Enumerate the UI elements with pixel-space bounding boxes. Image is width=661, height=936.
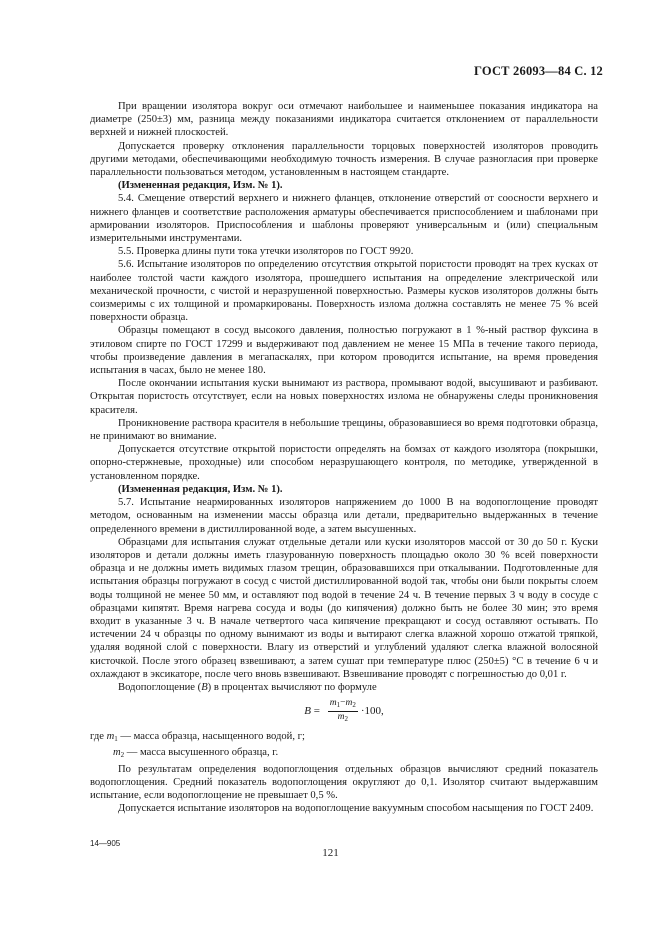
paragraphs-before-formula xyxy=(90,100,598,681)
paragraphs-after-formula xyxy=(90,763,598,816)
definition-line: где $m_1$ — масса образца, насыщенного водой, г; xyxy=(90,731,305,744)
paragraph: После окончании испытания куски вынимают из раствора, промывают водой, высушивают и разбивают. Открытая пористость отсутствует, если на новых поверхностях излома не обнаружены следы проникновения красителя. xyxy=(90,378,598,416)
formula-lhs: B xyxy=(304,704,311,717)
paragraph: По результатам определения водопоглощения отдельных образцов вычисляют средний показатель водопоглощения. Средний показатель водопоглощения округляют до 0,1. Изолятор считают выдержавшим испытание, если водопоглощение не превышает 0,5 %. xyxy=(90,763,598,801)
paragraph: При вращении изолятора вокруг оси отмечают наибольшее и наименьшее показания индикатора на диаметре (250±3) мм, разница между показаниями индикатора считается отклонением от параллельности верхней и нижней плоскостей. xyxy=(90,101,598,139)
formula-numerator: $m_1-m_2$ xyxy=(328,698,358,712)
paragraph: 5.5. Проверка длины пути тока утечки изоляторов по ГОСТ 9920. xyxy=(118,246,414,258)
formula-definitions xyxy=(90,730,598,762)
formula-denominator: $m_2$ xyxy=(337,711,348,723)
paragraph: Допускается испытание изоляторов на водопоглощение вакуумным способом насыщения по ГОСТ 2409. xyxy=(118,803,594,815)
document-body xyxy=(90,100,598,815)
paragraph: 5.7. Испытание неармированных изоляторов напряжением до 1000 В на водопоглощение проводят методом, основанным на изменении массы образца или детали, предварительно выдержанных в течение определенного времени в дистиллированной воде, а затем высушенных. xyxy=(90,497,598,535)
amendment-note: (Измененная редакция, Изм. № 1). xyxy=(118,483,283,495)
amendment-note: (Измененная редакция, Изм. № 1). xyxy=(118,180,283,192)
paragraph: Допускается проверку отклонения параллельности торцовых поверхностей изоляторов проводить другими методами, обеспечивающими необходимую точность измерения. В случае разногласия при проверке параллельности пользоваться методом, установленным в настоящем стандарте. xyxy=(90,140,598,179)
formula-tail: ·100, xyxy=(360,704,384,717)
document-header: ГОСТ 26093—84 С. 12 xyxy=(474,64,603,78)
definition-line: $m_2$ — масса высушенного образца, г. xyxy=(113,747,279,760)
paragraph: 5.4. Смещение отверстий верхнего и нижнего фланцев, отклонение отверстий от соосности верхнего и нижнего фланцев и соответствие расположения арматуры обеспечивается приспособлением и шаблонами при армировании изоляторов. Приспособления и шаблоны проверяют универсальным и (или) специальным измерительными инструментами. xyxy=(90,193,598,245)
water-absorption-formula xyxy=(90,696,598,726)
paragraph: Образцами для испытания служат отдельные детали или куски изоляторов массой от 30 до 50 г. Куски изоляторов и детали должны иметь глазурованную поверхность площадью около 30 % всей поверхности образца и не должны иметь видимых глазом трещин, образовавшихся при откалывании. Подготовленные для испытания образцы погружают в сосуд с чистой дистиллированной водой так, чтобы они были покрыты слоем воды толщиной не менее 50 мм, и оставляют под водой в течение 24 ч. В течение первых 3 ч воду в сосуде с образцами кипятят. Время нагрева сосуда и воды (до кипячения) должно быть не более 30 мин; это время входит в указанные 3 ч. В начале четвертого часа кипячение прекращают и сосуд оставляют остывать. По истечении 24 ч образцы по одному вынимают из воды и вытирают слегка влажной хорошо отжатой тряпкой, удаляя водяной слой с поверхности. Влагу из отверстий и углублений удаляют слегка влажной волосяной кисточкой. После этого образец взвешивают, а затем сушат при температуре плюс (250±5) °С в течение 6 ч и охлаждают в эксикаторе, после чего вновь взвешивают. Взвешивание проводят с погрешностью до 0,01 г. xyxy=(90,536,598,680)
formula-fraction xyxy=(328,698,358,725)
formula-intro: Водопоглощение (B) в процентах вычисляют по формуле xyxy=(118,681,377,693)
paragraph: Допускается отсутствие открытой пористости определять на бомзах от каждого изолятора (покрышки, опорно-стержневые, проходные) или способом неразрушающего контроля, по методике, утвержденной в установленном порядке. xyxy=(90,444,598,482)
page-number: 121 xyxy=(322,847,339,859)
formula-equals: = xyxy=(310,704,323,717)
paragraph: 5.6. Испытание изоляторов по определению отсутствия открытой пористости проводят на трех кусках от наиболее толстой части каждого изолятора, прошедшего испытания на определение электрической или механической прочности, с чистой и неразрушенной поверхностью. Размеры кусков изоляторов должны быть соизмеримы с их толщиной и промаркированы. Поверхность излома должна составлять не менее 75 % всей поверхности образца. xyxy=(90,259,598,324)
paragraph: Образцы помещают в сосуд высокого давления, полностью погружают в 1 %-ный раствор фуксина в этиловом спирте по ГОСТ 17299 и выдерживают под давлением не менее 15 МПа в течение такого периода, чтобы произведение давления в мегапаскалях, при котором проводится испытание, на время проведения испытания в часах, было не менее 180. xyxy=(90,325,598,377)
paragraph: Проникновение раствора красителя в небольшие трещины, образовавшиеся во время подготовки образца, не принимают во внимание. xyxy=(90,417,598,443)
sheet-code: 14—905 xyxy=(90,839,121,848)
